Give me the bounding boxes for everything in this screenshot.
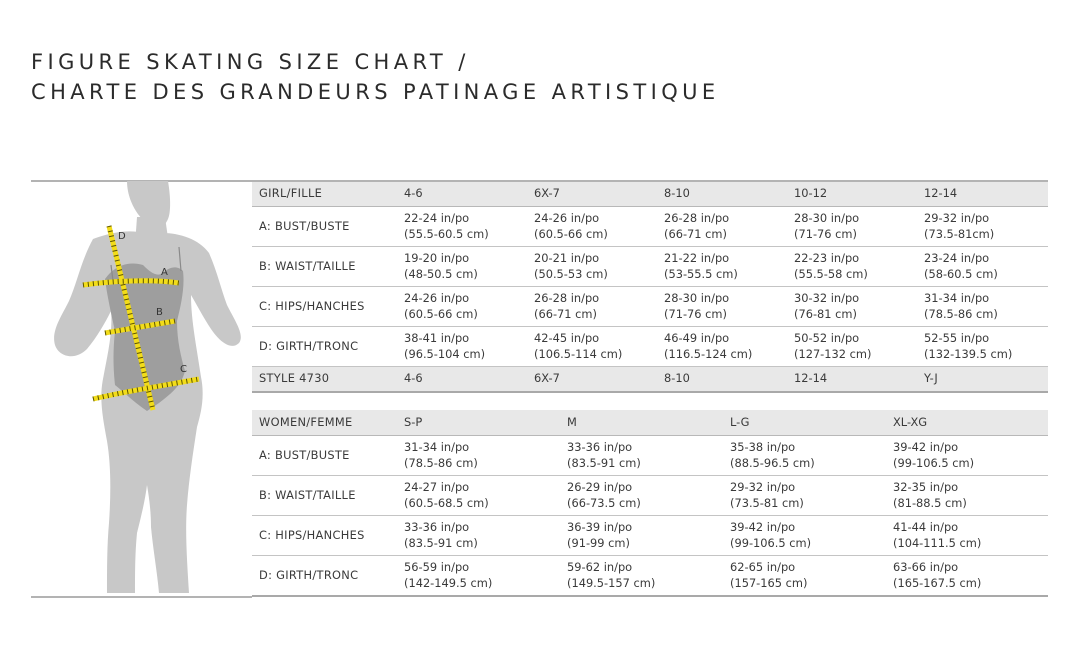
- size-cell: 19-20 in/po (48-50.5 cm): [397, 247, 527, 287]
- size-cell: 26-28 in/po (66-71 cm): [657, 207, 787, 247]
- women-header-size: L-G: [723, 410, 886, 436]
- row-label: A: BUST/BUSTE: [252, 207, 397, 247]
- girl-header-size: 10-12: [787, 181, 917, 207]
- size-cell: 62-65 in/po (157-165 cm): [723, 556, 886, 597]
- title-line-english: FIGURE SKATING SIZE CHART /: [31, 50, 470, 74]
- women-header-size: M: [560, 410, 723, 436]
- table-top-rule: [252, 180, 1048, 182]
- size-cell: 24-26 in/po (60.5-66 cm): [527, 207, 657, 247]
- row-label: D: GIRTH/TRONC: [252, 556, 397, 597]
- girl-header-size: 12-14: [917, 181, 1048, 207]
- girl-header-row: [252, 181, 1048, 207]
- women-row-waist: [252, 476, 1048, 516]
- size-cell: 24-26 in/po (60.5-66 cm): [397, 287, 527, 327]
- figure-label-b: B: [156, 307, 163, 318]
- row-label: D: GIRTH/TRONC: [252, 327, 397, 367]
- women-row-bust: [252, 436, 1048, 476]
- style-size: 4-6: [397, 367, 527, 393]
- size-cell: 20-21 in/po (50.5-53 cm): [527, 247, 657, 287]
- size-cell: 42-45 in/po (106.5-114 cm): [527, 327, 657, 367]
- size-cell: 31-34 in/po (78.5-86 cm): [397, 436, 560, 476]
- size-cell: 26-29 in/po (66-73.5 cm): [560, 476, 723, 516]
- size-cell: 59-62 in/po (149.5-157 cm): [560, 556, 723, 597]
- size-cell: 41-44 in/po (104-111.5 cm): [886, 516, 1048, 556]
- girl-row-hips: [252, 287, 1048, 327]
- size-cell: 22-23 in/po (55.5-58 cm): [787, 247, 917, 287]
- size-cell: 39-42 in/po (99-106.5 cm): [723, 516, 886, 556]
- size-cell: 30-32 in/po (76-81 cm): [787, 287, 917, 327]
- size-cell: 52-55 in/po (132-139.5 cm): [917, 327, 1048, 367]
- measurement-figure: [31, 181, 261, 601]
- girl-header-size: 6X-7: [527, 181, 657, 207]
- size-cell: 22-24 in/po (55.5-60.5 cm): [397, 207, 527, 247]
- size-cell: 31-34 in/po (78.5-86 cm): [917, 287, 1048, 327]
- size-cell: 32-35 in/po (81-88.5 cm): [886, 476, 1048, 516]
- size-cell: 38-41 in/po (96.5-104 cm): [397, 327, 527, 367]
- girl-header-label: GIRL/FILLE: [252, 181, 397, 207]
- page-title: [31, 47, 720, 107]
- size-cell: 50-52 in/po (127-132 cm): [787, 327, 917, 367]
- girl-row-waist: [252, 247, 1048, 287]
- women-row-hips: [252, 516, 1048, 556]
- size-cell: 23-24 in/po (58-60.5 cm): [917, 247, 1048, 287]
- size-cell: 36-39 in/po (91-99 cm): [560, 516, 723, 556]
- title-line-french: CHARTE DES GRANDEURS PATINAGE ARTISTIQUE: [31, 80, 720, 104]
- size-cell: 33-36 in/po (83.5-91 cm): [560, 436, 723, 476]
- women-header-row: [252, 410, 1048, 436]
- figure-label-c: C: [180, 364, 187, 375]
- row-label: C: HIPS/HANCHES: [252, 516, 397, 556]
- girl-row-girth: [252, 327, 1048, 367]
- size-cell: 29-32 in/po (73.5-81cm): [917, 207, 1048, 247]
- figure-label-d: D: [118, 231, 126, 242]
- size-cell: 33-36 in/po (83.5-91 cm): [397, 516, 560, 556]
- size-cell: 29-32 in/po (73.5-81 cm): [723, 476, 886, 516]
- style-size: 8-10: [657, 367, 787, 393]
- women-header-size: S-P: [397, 410, 560, 436]
- size-cell: 39-42 in/po (99-106.5 cm): [886, 436, 1048, 476]
- row-label: C: HIPS/HANCHES: [252, 287, 397, 327]
- style-row: [252, 367, 1048, 393]
- size-cell: 24-27 in/po (60.5-68.5 cm): [397, 476, 560, 516]
- girl-header-size: 8-10: [657, 181, 787, 207]
- women-size-table: [252, 410, 1048, 597]
- girl-row-bust: [252, 207, 1048, 247]
- row-label: B: WAIST/TAILLE: [252, 247, 397, 287]
- women-header-label: WOMEN/FEMME: [252, 410, 397, 436]
- size-cell: 63-66 in/po (165-167.5 cm): [886, 556, 1048, 597]
- style-size: Y-J: [917, 367, 1048, 393]
- size-cell: 28-30 in/po (71-76 cm): [657, 287, 787, 327]
- style-size: 6X-7: [527, 367, 657, 393]
- women-row-girth: [252, 556, 1048, 597]
- row-label: A: BUST/BUSTE: [252, 436, 397, 476]
- style-label: STYLE 4730: [252, 367, 397, 393]
- row-label: B: WAIST/TAILLE: [252, 476, 397, 516]
- size-cell: 21-22 in/po (53-55.5 cm): [657, 247, 787, 287]
- girl-size-table: [252, 181, 1048, 393]
- size-cell: 26-28 in/po (66-71 cm): [527, 287, 657, 327]
- size-cell: 46-49 in/po (116.5-124 cm): [657, 327, 787, 367]
- size-cell: 28-30 in/po (71-76 cm): [787, 207, 917, 247]
- style-size: 12-14: [787, 367, 917, 393]
- size-cell: 56-59 in/po (142-149.5 cm): [397, 556, 560, 597]
- size-cell: 35-38 in/po (88.5-96.5 cm): [723, 436, 886, 476]
- women-header-size: XL-XG: [886, 410, 1048, 436]
- figure-label-a: A: [161, 267, 168, 278]
- girl-header-size: 4-6: [397, 181, 527, 207]
